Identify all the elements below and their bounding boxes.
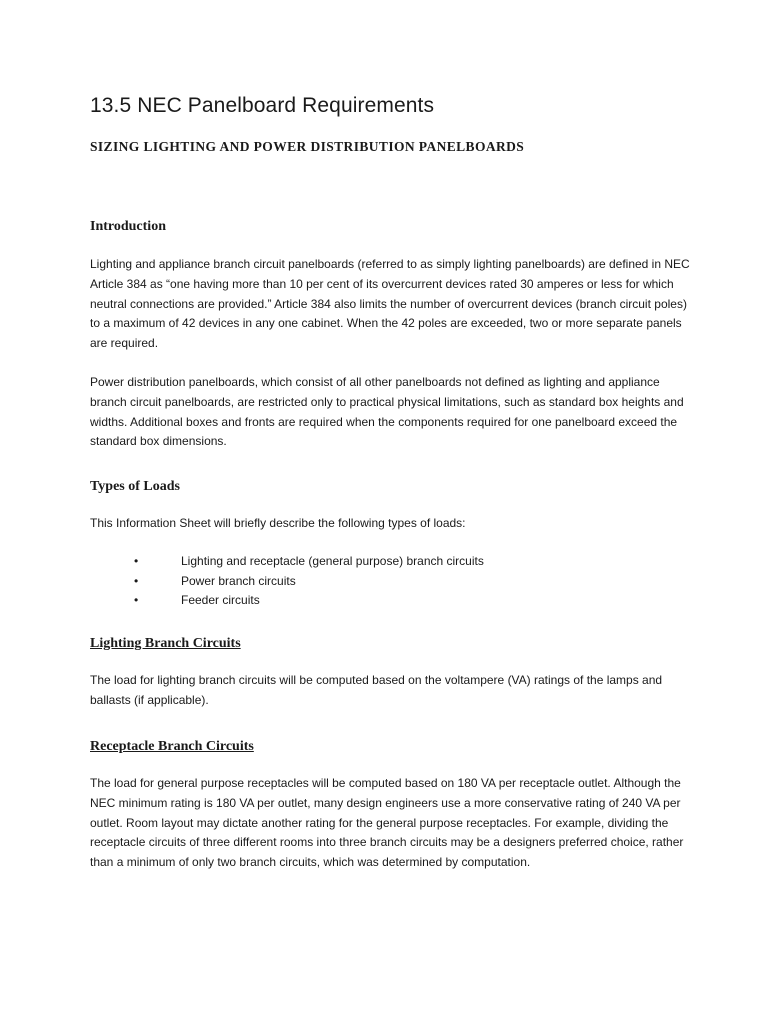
list-item bbox=[90, 552, 690, 572]
receptacle-branch-circuits-paragraph: The load for general purpose receptacles will be computed based on 180 VA per receptacle outlet. Although the NEC minimum rating is 180 VA per outlet, many design engineers use a more conservative rating of 240 VA per outlet. Room layout may dictate another rating for the general purpose receptacles. For example, dividing the receptacle circuits of three different rooms into three branch circuits may be a designers preferred choice, rather than a minimum of only two branch circuits, which was determined by computation. bbox=[90, 776, 684, 870]
types-of-loads-paragraph: This Information Sheet will briefly describe the following types of loads: bbox=[90, 516, 466, 530]
introduction-heading: Introduction bbox=[90, 219, 166, 234]
list-item bbox=[90, 572, 690, 592]
list-item-text: Power branch circuits bbox=[181, 573, 296, 588]
bullet-icon: • bbox=[134, 554, 139, 568]
introduction-paragraph-1: Lighting and appliance branch circuit panelboards (referred to as simply lighting panelboards) are defined in NEC Article 384 as “one having more than 10 per cent of its overcurrent devices rated 30 amperes or less for which neutral connections are provided.” Article 384 also limits the number of overcurrent devices (branch circuit poles) to a maximum of 42 devices in any one cabinet. When the 42 poles are exceeded, two or more separate panels are required. bbox=[90, 257, 690, 351]
bullet-icon: • bbox=[134, 593, 139, 608]
list-item-text: Lighting and receptacle (general purpose) branch circuits bbox=[181, 554, 484, 568]
loads-bullet-list bbox=[90, 552, 690, 611]
list-item bbox=[90, 591, 690, 611]
page-subtitle: SIZING LIGHTING AND POWER DISTRIBUTION PANELBOARDS bbox=[90, 139, 525, 154]
lighting-branch-circuits-heading: Lighting Branch Circuits bbox=[90, 636, 241, 651]
types-of-loads-heading: Types of Loads bbox=[90, 479, 180, 494]
page-title: 13.5 NEC Panelboard Requirements bbox=[90, 94, 435, 117]
bullet-icon: • bbox=[134, 573, 139, 588]
lighting-branch-circuits-paragraph: The load for lighting branch circuits will be computed based on the voltampere (VA) ratings of the lamps and ballasts (if applicable). bbox=[90, 673, 663, 707]
list-item-text: Feeder circuits bbox=[181, 593, 260, 608]
introduction-paragraph-2: Power distribution panelboards, which consist of all other panelboards not defined as lighting and appliance branch circuit panelboards, are restricted only to practical physical limitations, such as standard box heights and widths. Additional boxes and fronts are required when the components required for one panelboard exceed the standard box dimensions. bbox=[90, 375, 684, 449]
receptacle-branch-circuits-heading: Receptacle Branch Circuits bbox=[90, 739, 254, 754]
